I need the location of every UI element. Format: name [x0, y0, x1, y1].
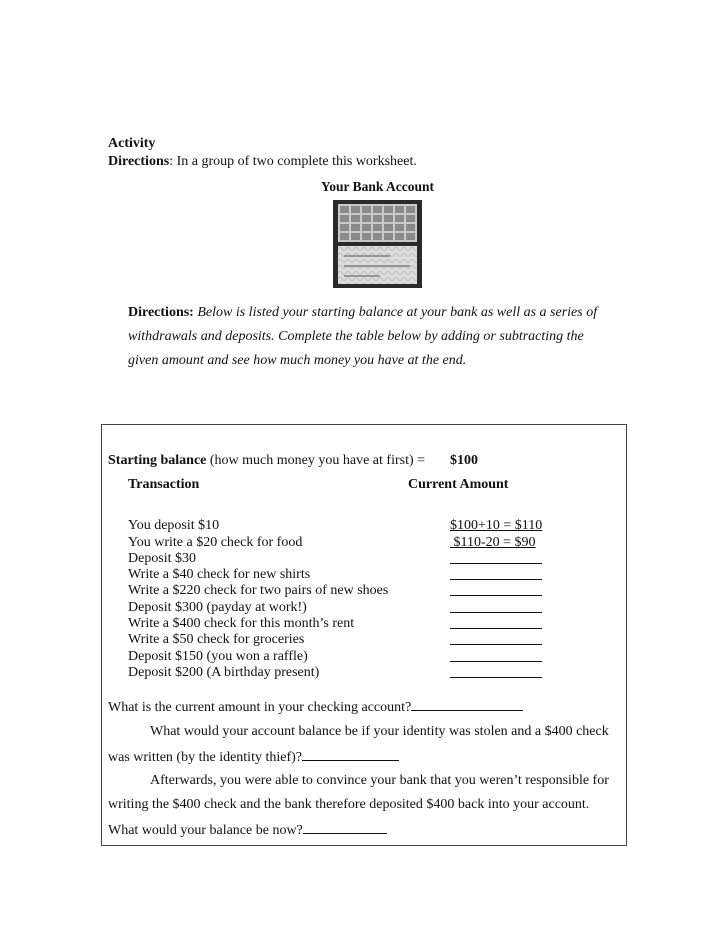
question-3-text: What would your balance be now? [108, 823, 303, 838]
starting-balance-line [108, 453, 425, 469]
transaction-row: Deposit $200 (A birthday present) [128, 665, 320, 680]
instructions-line-2: withdrawals and deposits. Complete the table below by adding or subtracting the [128, 329, 584, 344]
question-3-line-3 [108, 821, 387, 839]
amount-cell: $100+10 = $110 [450, 518, 543, 533]
starting-balance-value: $100 [450, 453, 478, 468]
question-3-line-1: Afterwards, you were able to convince your bank that you weren’t responsible for [150, 773, 609, 788]
starting-balance-note: (how much money you have at first) = [206, 453, 426, 468]
question-3-line-2: writing the $400 check and the bank therefore deposited $400 back into your account. [108, 797, 590, 812]
instructions-line-3: given amount and see how much money you have at the end. [128, 353, 467, 368]
amount-blank[interactable] [450, 665, 542, 683]
transaction-row: Write a $50 check for groceries [128, 632, 305, 647]
question-2-blank[interactable] [302, 748, 399, 761]
column-header-current-amount: Current Amount [408, 477, 509, 492]
question-1-blank[interactable] [411, 698, 523, 711]
transaction-row: Deposit $30 [128, 551, 197, 566]
transaction-row: You write a $20 check for food [128, 535, 303, 550]
transaction-row: Deposit $300 (payday at work!) [128, 600, 307, 615]
instructions-label: Directions: [128, 305, 194, 320]
question-1-text: What is the current amount in your checking account? [108, 700, 412, 715]
directions-line [108, 154, 417, 170]
checkbook-image [330, 198, 425, 290]
question-2-text: was written (by the identity thief)? [108, 750, 302, 765]
activity-heading: Activity [108, 136, 156, 151]
question-current-amount [108, 698, 523, 716]
amount-blank[interactable] [450, 583, 542, 601]
directions-text: : In a group of two complete this worksheet. [169, 154, 417, 169]
column-header-transaction: Transaction [128, 477, 200, 492]
amount-cell: $110-20 = $90 [450, 535, 536, 550]
question-2-line-2 [108, 748, 399, 766]
starting-balance-label: Starting balance [108, 453, 207, 468]
transaction-row: Deposit $150 (you won a raffle) [128, 649, 308, 664]
transaction-row: You deposit $10 [128, 518, 220, 533]
amount-blank[interactable] [450, 632, 542, 650]
question-2-line-1: What would your account balance be if your identity was stolen and a $400 check [150, 724, 609, 739]
directions-label: Directions [108, 154, 170, 169]
instructions-text-1: Below is listed your starting balance at your bank as well as a series of [193, 305, 598, 320]
transaction-row: Write a $400 check for this month’s rent [128, 616, 355, 631]
instructions-line-1 [128, 303, 597, 323]
page-title: Your Bank Account [321, 179, 435, 194]
transaction-row: Write a $220 check for two pairs of new shoes [128, 583, 389, 598]
transaction-row: Write a $40 check for new shirts [128, 567, 311, 582]
question-3-blank[interactable] [303, 821, 387, 834]
